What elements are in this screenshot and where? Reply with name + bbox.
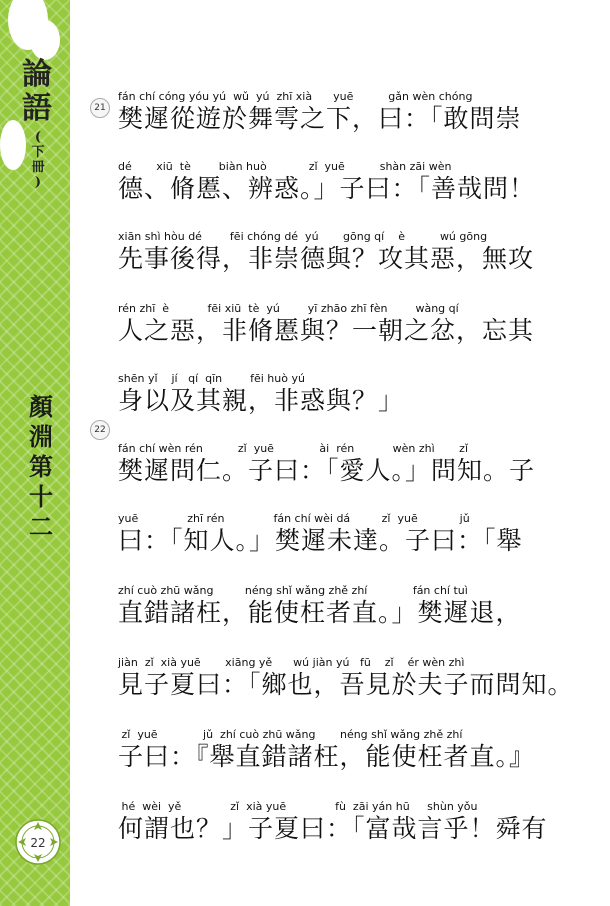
chapter-char: 淵 [29,422,53,451]
volume-char: ) [34,175,42,190]
hanzi-line: 何謂也？」子夏曰：「富哉言乎！舜有 [118,814,548,843]
pinyin-line: fán chí cóng yóu yú wǔ yú zhī xià yuē gǎn wèn chóng [118,90,473,103]
hanzi-line: 人之惡，非脩慝與？一朝之忿，忘其 [118,316,535,345]
hanzi-line: 身以及其親，非惑與？」 [118,386,405,415]
book-title-char: 語 [22,91,52,126]
hanzi-line: 曰：「知人。」樊遲未達。子曰：「舉 [118,526,523,555]
volume-char: 冊 [31,160,45,175]
pinyin-line: zhí cuò zhū wǎng néng shǐ wǎng zhě zhí fán chí tuì [118,584,468,597]
pinyin-line: xiān shì hòu dé fēi chóng dé yú gōng qí è wú gōng [118,230,488,243]
pinyin-line: jiàn zǐ xià yuē xiāng yě wú jiàn yú fū zǐ ér wèn zhì [118,656,465,669]
pinyin-line: rén zhī è fēi xiū tè yú yī zhāo zhī fèn wàng qí [118,302,459,315]
pinyin-line: fán chí wèn rén zǐ yuē ài rén wèn zhì zǐ [118,442,469,455]
volume-char: 下 [31,145,45,160]
pinyin-line: hé wèi yě zǐ xià yuē fù zāi yán hū shùn yǒu [118,800,478,813]
page-number: 22 [30,836,46,850]
hanzi-line: 見子夏曰：「鄉也，吾見於夫子而問知。 [118,670,574,699]
passage-number: 22 [90,420,110,440]
hanzi-line: 德、脩慝、辨惑。」子曰：「善哉問！ [118,174,536,203]
book-title-char: 論 [22,57,52,92]
chapter-char: 二 [29,512,53,541]
volume-char: ( [34,130,42,145]
hanzi-line: 直錯諸枉，能使枉者直。」樊遲退， [118,598,522,627]
passage-number: 21 [90,98,110,118]
chapter-char: 十 [29,482,53,511]
hanzi-line: 先事後得，非崇德與？攻其惡，無攻 [118,244,535,273]
hanzi-line: 樊遲從遊於舞雩之下，曰：「敢問崇 [118,104,522,133]
chapter-char: 顏 [29,392,53,421]
pinyin-line: zǐ yuē jǔ zhí cuò zhū wǎng néng shǐ wǎng zhě zhí [118,728,463,741]
hanzi-line: 子曰：『舉直錯諸枉，能使枉者直。』 [118,742,536,771]
pinyin-line: shēn yǐ jí qí qīn fēi huò yú [118,372,305,385]
pinyin-line: yuē zhī rén fán chí wèi dá zǐ yuē jǔ [118,512,470,525]
pinyin-line: dé xiū tè biàn huò zǐ yuē shàn zāi wèn [118,160,452,173]
chapter-char: 第 [29,452,53,481]
hanzi-line: 樊遲問仁。子曰：「愛人。」問知。子 [118,456,536,485]
